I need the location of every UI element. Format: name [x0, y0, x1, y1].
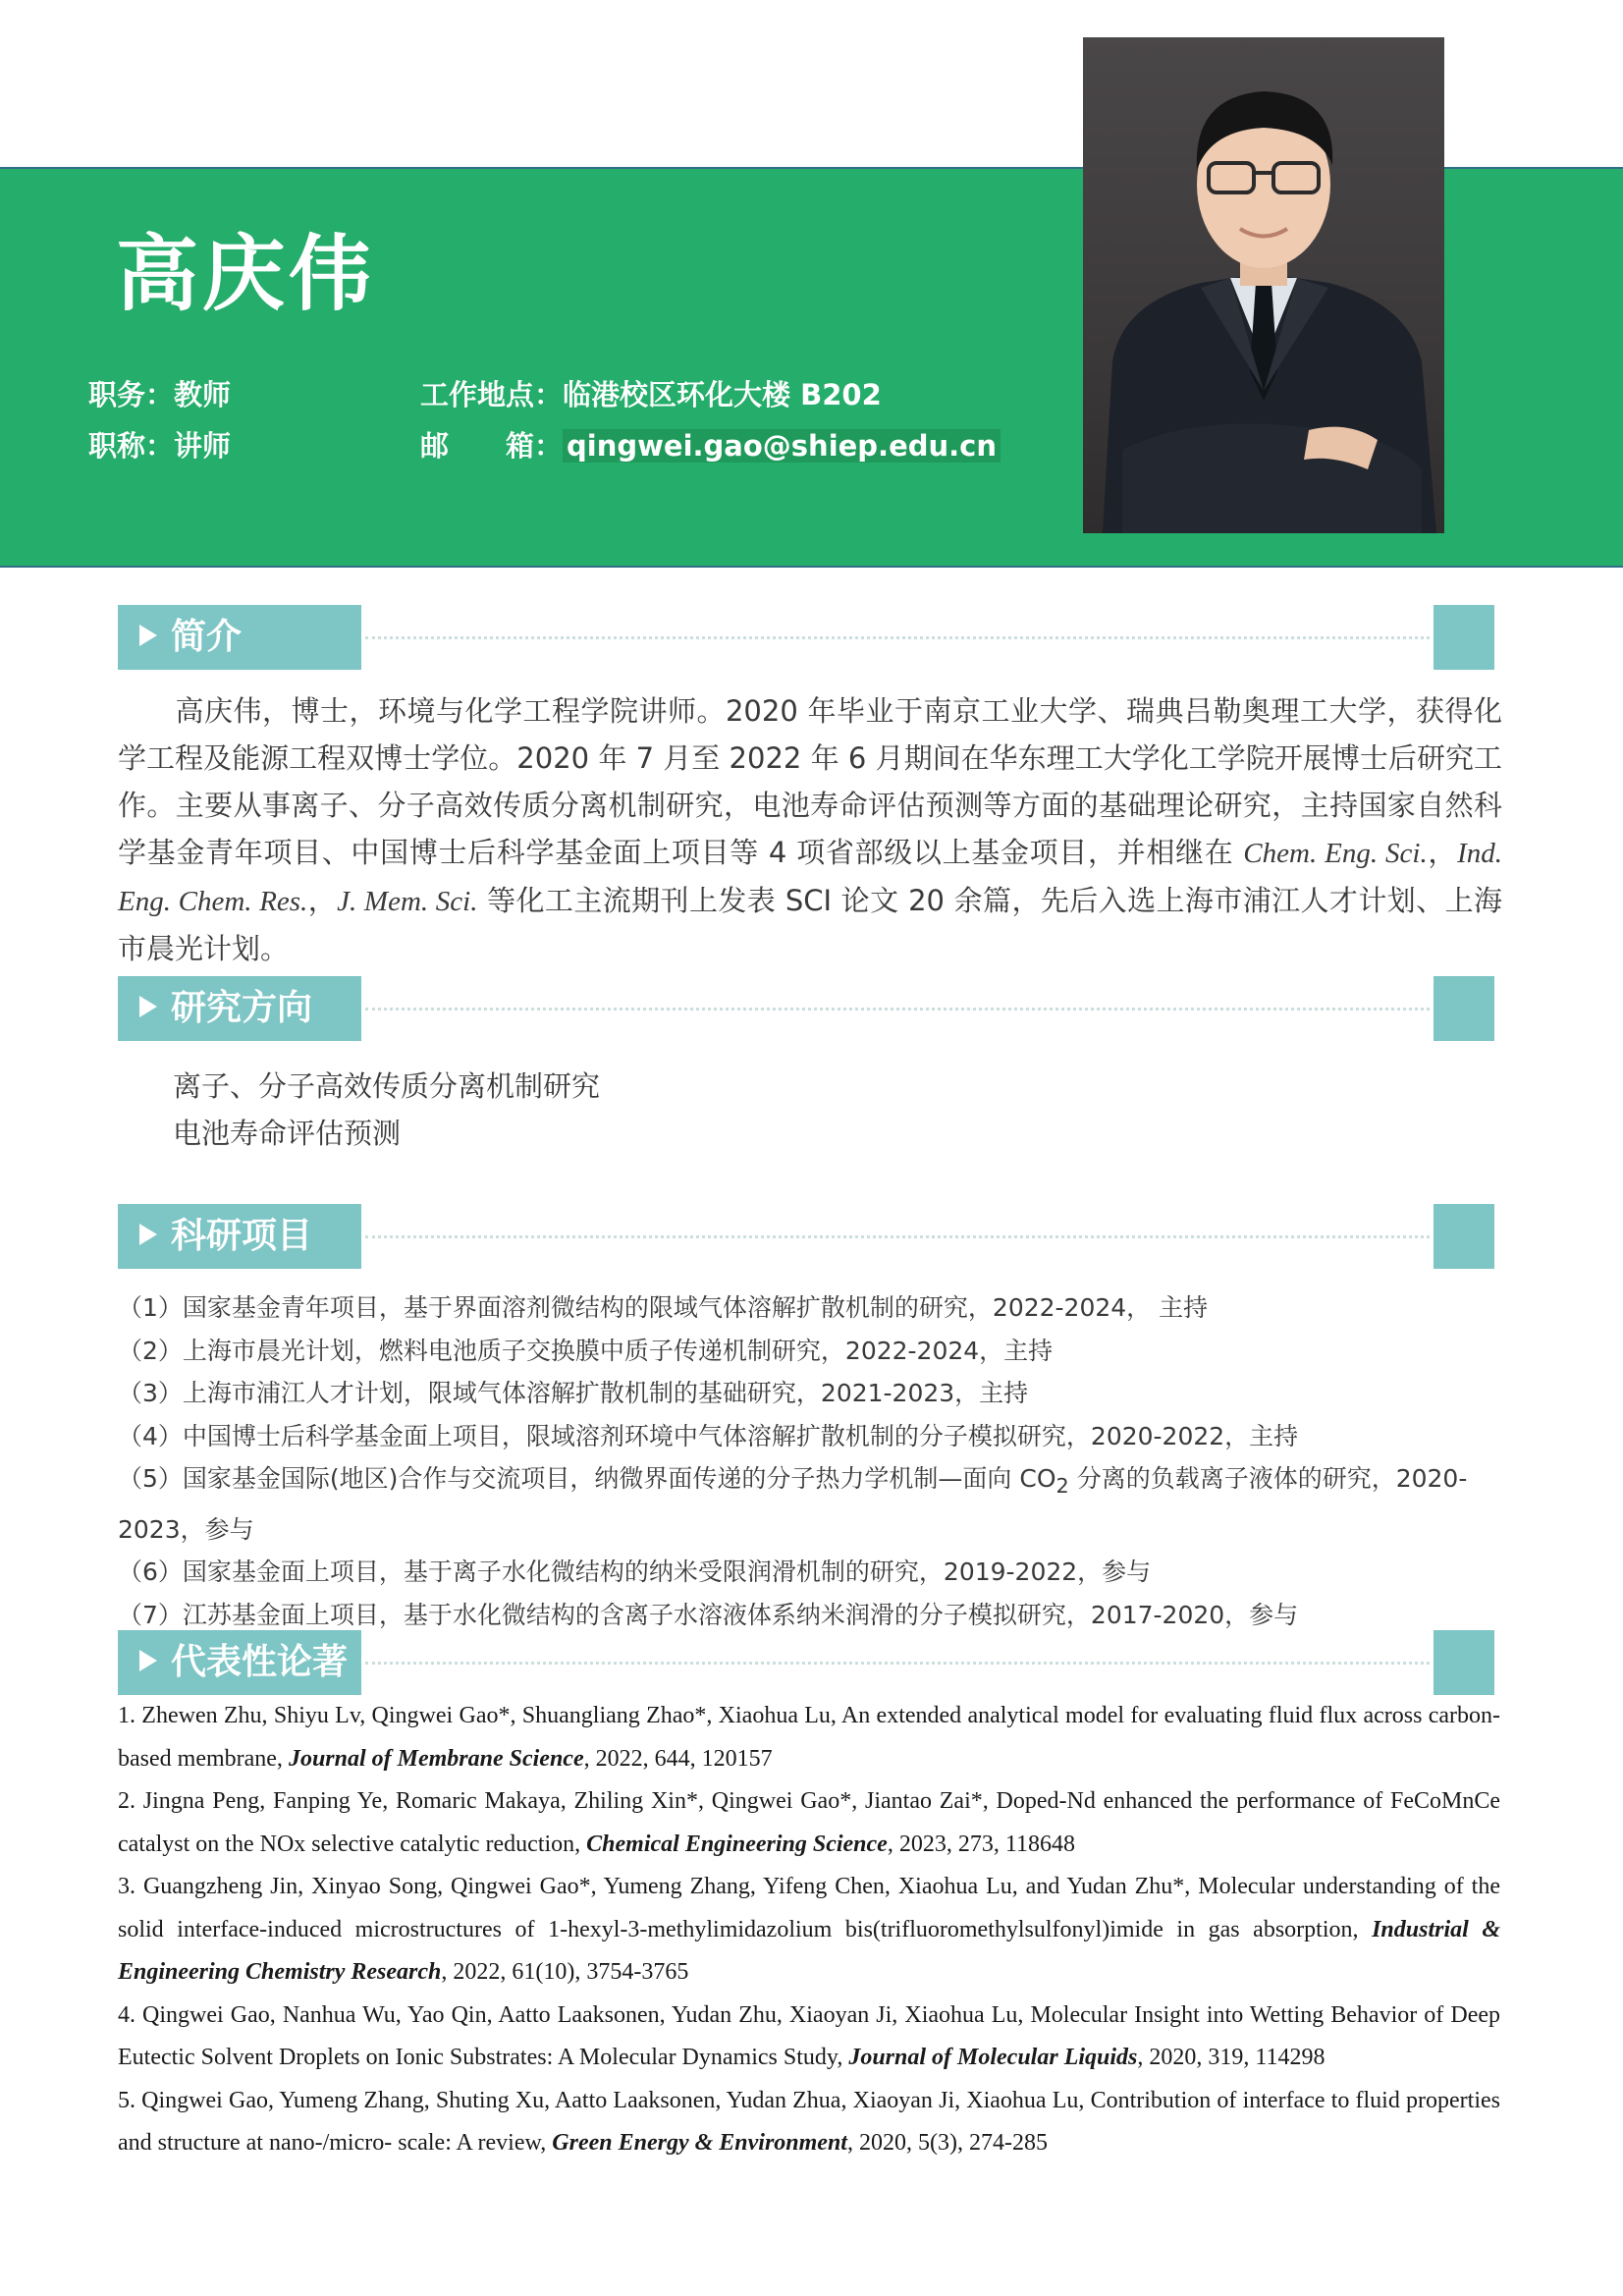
paper-authors-title: 3. Guangzheng Jin, Xinyao Song, Qingwei Gao*, Yumeng Zhang, Yifeng Chen, Xiaohua Lu, and Yudan Zhu*, Molecular understanding of the solid interface-induced microstructures of 1-hexyl-3-methylimidazolium bis(trifluoromethylsulfonyl)imide in gas absorption, — [118, 1874, 1500, 1942]
paper-journal: Chemical Engineering Science — [586, 1831, 888, 1857]
portrait-illustration — [1083, 37, 1444, 533]
paper-authors-title: 4. Qingwei Gao, Nanhua Wu, Yao Qin, Aatto Laaksonen, Yudan Zhu, Xiaoyan Ji, Xiaohua Lu, Molecular Insight into Wetting Behavior of Deep Eutectic Solvent Droplets on Ionic Substrates: A Molecular Dynamics Study, — [118, 2001, 1500, 2070]
section-intro-label: 简介 — [171, 617, 243, 657]
project-5-text-a: （5）国家基金国际(地区)合作与交流项目，纳微界面传递的分子热力学机制—面向 CO — [118, 1464, 1056, 1493]
section-intro-header — [118, 605, 1494, 670]
position-value: 教师 — [174, 378, 232, 411]
paper-citation: , 2020, 319, 114298 — [1137, 2045, 1325, 2070]
project-5-text-b: 分离的负载离子液体的研究，2020-2023，参与 — [118, 1464, 1468, 1544]
paper-citation: , 2020, 5(3), 274-285 — [846, 2130, 1048, 2156]
position-label: 职务： — [88, 378, 175, 411]
title-label: 职称： — [88, 429, 175, 463]
research-item: 离子、分子高效传质分离机制研究 — [173, 1069, 601, 1103]
intro-sep-2: ， — [307, 884, 338, 917]
section-research-label: 研究方向 — [171, 988, 313, 1028]
paper-citation: , 2022, 644, 120157 — [583, 1745, 773, 1772]
section-end-block — [1434, 976, 1494, 1041]
dotted-divider — [365, 1008, 1430, 1011]
section-research-title — [118, 976, 361, 1041]
paper-item — [118, 1780, 1500, 1866]
intro-paragraph — [118, 687, 1502, 972]
project-5-subscript: 2 — [1055, 1474, 1069, 1498]
research-item: 电池寿命评估预测 — [173, 1117, 402, 1150]
intro-text-1: 高庆伟，博士，环境与化学工程学院讲师。2020 年毕业于南京工业大学、瑞典吕勒奥理工大学，获得化学工程及能源工程双博士学位。2020 年 7 月至 2022 年 6 月期间在华东理工大学化工学院开展博士后研究工作。主要从事离子、分子高效传质分离机制研究，电池寿命评估预测等方面的基础理论研究，主持国家自然科学基金青年项目、中国博士后科学基金面上项目等 4 项省部级以上基金项目，并相继在 — [118, 694, 1502, 869]
intro-text-2: 等化工主流期刊上发表 SCI 论文 20 余篇，先后入选上海市浦江人才计划、上海市晨光计划。 — [118, 884, 1502, 965]
project-item: （7）江苏基金面上项目，基于水化微结构的含离子水溶液体系纳米润滑的分子模拟研究，2017-2020，参与 — [118, 1600, 1299, 1629]
email-row — [420, 424, 1001, 465]
paper-item — [118, 1866, 1500, 1995]
section-research-header — [118, 976, 1494, 1041]
email-link[interactable]: qingwei.gao@shiep.edu.cn — [563, 429, 1001, 463]
intro-journal-3: J. Mem. Sci. — [337, 886, 478, 917]
dotted-divider — [365, 636, 1430, 639]
title-row — [88, 424, 231, 465]
triangle-icon — [139, 996, 157, 1017]
paper-item — [118, 1995, 1500, 2080]
section-end-block — [1434, 605, 1494, 670]
paper-citation: , 2022, 61(10), 3754-3765 — [441, 1959, 689, 1985]
project-list — [118, 1286, 1502, 1636]
project-item: （3）上海市浦江人才计划，限域气体溶解扩散机制的基础研究，2021-2023，主持 — [118, 1379, 1029, 1407]
project-item: （4）中国博士后科学基金面上项目，限域溶剂环境中气体溶解扩散机制的分子模拟研究，2020-2022，主持 — [118, 1421, 1299, 1450]
email-label: 邮 箱： — [420, 429, 564, 463]
project-item: （1）国家基金青年项目，基于界面溶剂微结构的限域气体溶解扩散机制的研究，2022-2024， 主持 — [118, 1293, 1209, 1322]
paper-journal: Journal of Membrane Science — [288, 1745, 584, 1772]
paper-journal: Journal of Molecular Liquids — [848, 2045, 1138, 2070]
position-row — [88, 373, 231, 413]
research-list — [173, 1063, 600, 1157]
location-label: 工作地点： — [420, 378, 564, 411]
dotted-divider — [365, 1235, 1430, 1238]
location-value: 临港校区环化大楼 B202 — [563, 378, 882, 411]
location-row — [420, 373, 882, 413]
intro-journal-1: Chem. Eng. Sci. — [1243, 838, 1428, 869]
section-papers-label: 代表性论著 — [171, 1642, 349, 1682]
section-projects-header — [118, 1204, 1494, 1269]
paper-item — [118, 2080, 1500, 2165]
section-intro-title — [118, 605, 361, 670]
section-papers-title — [118, 1630, 361, 1695]
intro-journal-2: Ind. Eng. Chem. Res. — [118, 838, 1502, 917]
paper-journal: Industrial & Engineering Chemistry Research — [118, 1916, 1501, 1985]
section-end-block — [1434, 1630, 1494, 1695]
paper-authors-title: 1. Zhewen Zhu, Shiyu Lv, Qingwei Gao*, Shuangliang Zhao*, Xiaohua Lu, An extended analytical model for evaluating fluid flux across carbon-based membrane, — [118, 1703, 1500, 1772]
section-projects-title — [118, 1204, 361, 1269]
section-projects-label: 科研项目 — [171, 1216, 313, 1256]
intro-sep-1: ， — [1427, 836, 1458, 869]
triangle-icon — [139, 1650, 157, 1671]
profile-photo — [1083, 37, 1444, 533]
paper-list — [118, 1695, 1500, 2165]
paper-authors-title: 2. Jingna Peng, Fanping Ye, Romaric Makaya, Zhiling Xin*, Qingwei Gao*, Jiantao Zai*, Doped-Nd enhanced the performance of FeCoMnCe catalyst on the NOx selective catalytic reduction, — [118, 1788, 1500, 1857]
paper-journal: Green Energy & Environment — [552, 2130, 847, 2156]
section-papers-header — [118, 1630, 1494, 1695]
person-name: 高庆伟 — [116, 226, 376, 322]
paper-authors-title: 5. Qingwei Gao, Yumeng Zhang, Shuting Xu, Aatto Laaksonen, Yudan Zhua, Xiaoyan Ji, Xiaohua Lu, Contribution of interface to fluid properties and structure at nano-/micro- scale: A review, — [118, 2087, 1500, 2156]
dotted-divider — [365, 1662, 1430, 1665]
section-end-block — [1434, 1204, 1494, 1269]
triangle-icon — [139, 625, 157, 646]
paper-item — [118, 1695, 1500, 1780]
project-item: （6）国家基金面上项目，基于离子水化微结构的纳米受限润滑机制的研究，2019-2022，参与 — [118, 1558, 1152, 1586]
project-item: （2）上海市晨光计划，燃料电池质子交换膜中质子传递机制研究，2022-2024，主持 — [118, 1336, 1054, 1365]
paper-citation: , 2023, 273, 118648 — [887, 1831, 1075, 1857]
title-value: 讲师 — [174, 429, 232, 463]
triangle-icon — [139, 1224, 157, 1245]
project-item — [118, 1457, 1502, 1551]
